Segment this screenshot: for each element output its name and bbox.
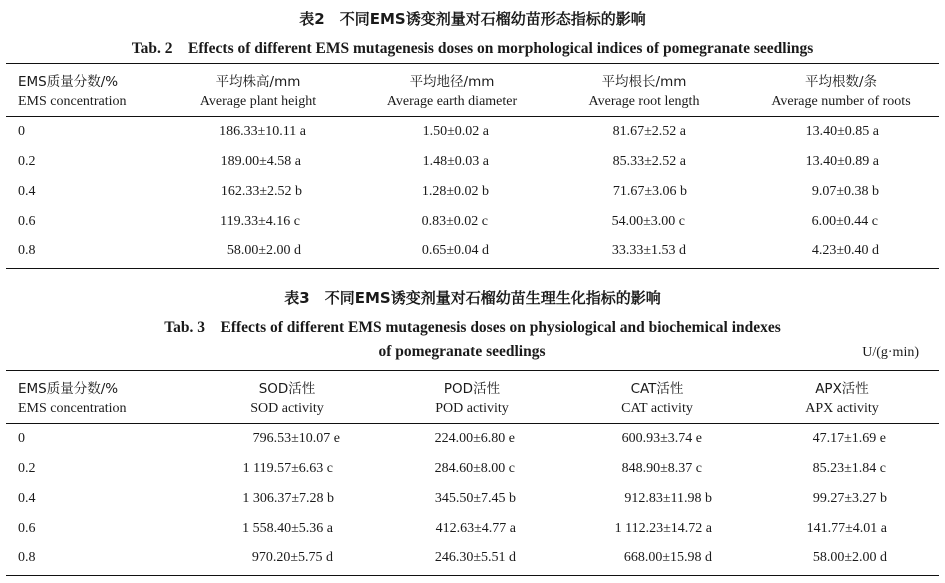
col-label-cn: 平均株高/mm (215, 74, 301, 90)
table-cell: 0.2 (18, 154, 36, 169)
table-cell: 0.65±0.04 d (421, 243, 489, 258)
col-label-en: APX activity (805, 401, 879, 416)
table-cell: 1.50±0.02 a (422, 124, 489, 139)
table-cell: 1.48±0.03 a (422, 154, 489, 169)
table-cell: 284.60±8.00 c (434, 461, 515, 476)
table-cell: 58.00±2.00 d (226, 243, 301, 258)
table-cell: 81.67±2.52 a (612, 124, 686, 139)
table-cell: 47.17±1.69 e (812, 431, 886, 446)
table2-col-height (176, 72, 340, 112)
table-cell: 33.33±1.53 d (611, 243, 686, 258)
table3-col-pod (392, 379, 552, 419)
col-label-en: EMS concentration (18, 401, 127, 416)
col-label-cn: EMS质量分数/% (18, 381, 119, 397)
col-label-cn: SOD活性 (258, 381, 316, 397)
col-label-cn: EMS质量分数/% (18, 74, 119, 90)
table-cell: 162.33±2.52 b (220, 184, 302, 199)
table-cell: 970.20±5.75 d (251, 550, 333, 565)
table-cell: 6.00±0.44 c (811, 214, 878, 229)
table-cell: 246.30±5.51 d (434, 550, 516, 565)
col-label-en: Average number of roots (771, 94, 911, 109)
table2-top-rule (6, 63, 939, 64)
col-label-en: EMS concentration (18, 94, 127, 109)
table-cell: 85.23±1.84 c (812, 461, 886, 476)
table2-bottom-rule (6, 268, 939, 269)
table2-header-rule (6, 116, 939, 117)
col-label-en: Average root length (588, 94, 700, 109)
col-label-en: Average earth diameter (386, 94, 518, 109)
table-cell: 119.33±4.16 c (220, 214, 300, 229)
table-cell: 0.6 (18, 521, 36, 536)
table2-col-rootnum (755, 72, 927, 112)
col-label-cn: APX活性 (815, 381, 869, 397)
col-label-cn: POD活性 (443, 381, 501, 397)
table-cell: 0.8 (18, 243, 36, 258)
table-cell: 796.53±10.07 e (252, 431, 340, 446)
table3-header-rule (6, 423, 939, 424)
table-cell: 189.00±4.58 a (220, 154, 301, 169)
col-label-cn: 平均根数/条 (804, 74, 878, 90)
table2-col-diameter (370, 72, 534, 112)
table3-bottom-rule (6, 575, 939, 576)
table2-col-ems (18, 72, 126, 112)
table3-unit-label: U/(g·min) (862, 345, 919, 360)
table-cell: 141.77±4.01 a (806, 521, 887, 536)
table-cell: 0.6 (18, 214, 36, 229)
table-cell: 1 112.23±14.72 a (614, 521, 712, 536)
table-cell: 71.67±3.06 b (612, 184, 687, 199)
table-cell: 54.00±3.00 c (611, 214, 685, 229)
table3-title-en-line1: Tab. 3 Effects of different EMS mutagenesis doses on physiological and biochemical indexes (164, 319, 781, 336)
table-cell: 13.40±0.89 a (805, 154, 879, 169)
table-cell: 4.23±0.40 d (811, 243, 879, 258)
table3-title-cn: 表3 不同EMS诱变剂量对石榴幼苗生理生化指标的影响 (284, 289, 661, 307)
col-label-en: Average plant height (199, 94, 317, 109)
table-cell: 1 558.40±5.36 a (242, 521, 333, 536)
table-cell: 1 306.37±7.28 b (242, 491, 334, 506)
table2-title-en: Tab. 2 Effects of different EMS mutagenesis doses on morphological indices of pomegranate seedlings (131, 40, 814, 57)
table-cell: 0.8 (18, 550, 36, 565)
table-cell: 58.00±2.00 d (812, 550, 887, 565)
table2-col-rootlen (562, 72, 726, 112)
col-label-cn: 平均地径/mm (409, 74, 495, 90)
col-label-en: SOD activity (250, 401, 324, 416)
table3-col-cat (577, 379, 737, 419)
table3-col-ems (18, 379, 126, 419)
table-cell: 186.33±10.11 a (219, 124, 306, 139)
table-cell: 0.4 (18, 184, 36, 199)
table-cell: 345.50±7.45 b (434, 491, 516, 506)
table-cell: 1.28±0.02 b (421, 184, 489, 199)
table-cell: 412.63±4.77 a (435, 521, 516, 536)
table-cell: 0.4 (18, 491, 36, 506)
table2-title-cn: 表2 不同EMS诱变剂量对石榴幼苗形态指标的影响 (299, 10, 646, 28)
col-label-cn: CAT活性 (630, 381, 684, 397)
table-cell: 668.00±15.98 d (623, 550, 712, 565)
table-cell: 9.07±0.38 b (811, 184, 879, 199)
table3-title-en-line2: of pomegranate seedlings (378, 343, 546, 360)
table3-top-rule (6, 370, 939, 371)
table-cell: 848.90±8.37 c (621, 461, 702, 476)
col-label-en: CAT activity (621, 401, 693, 416)
table-cell: 0 (18, 124, 25, 139)
table-cell: 0.2 (18, 461, 36, 476)
table-cell: 0 (18, 431, 25, 446)
table-cell: 224.00±6.80 e (434, 431, 515, 446)
table-cell: 912.83±11.98 b (624, 491, 712, 506)
table3-col-apx (762, 379, 922, 419)
table-cell: 600.93±3.74 e (621, 431, 702, 446)
table-cell: 85.33±2.52 a (612, 154, 686, 169)
col-label-cn: 平均根长/mm (601, 74, 687, 90)
table3-col-sod (207, 379, 367, 419)
col-label-en: POD activity (435, 401, 509, 416)
table-cell: 1 119.57±6.63 c (242, 461, 333, 476)
table-cell: 0.83±0.02 c (421, 214, 488, 229)
table-cell: 99.27±3.27 b (812, 491, 887, 506)
table-cell: 13.40±0.85 a (805, 124, 879, 139)
